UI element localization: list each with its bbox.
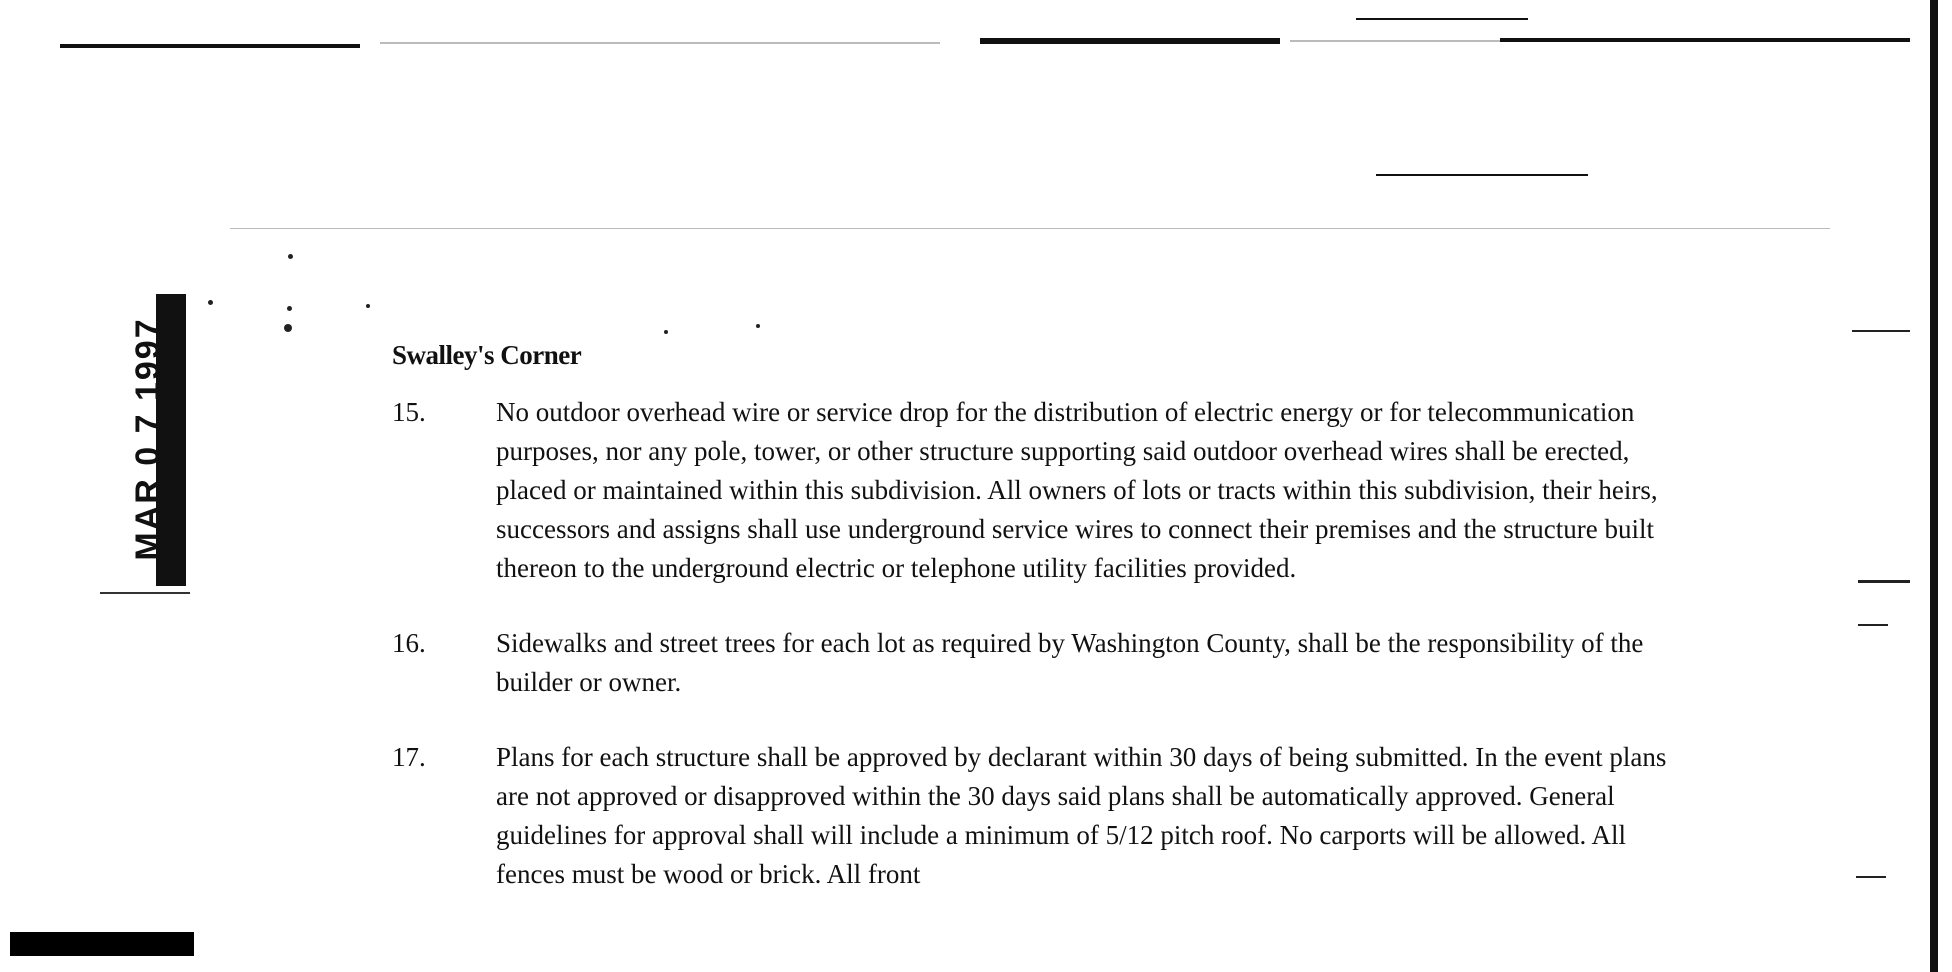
dotted-scan-line (230, 228, 1830, 229)
list-item (392, 624, 1692, 702)
margin-mark (1856, 876, 1886, 878)
upper-short-rule (1376, 174, 1588, 176)
top-scan-line-right (1290, 40, 1510, 42)
right-scan-edge (1930, 0, 1952, 972)
scan-speck (664, 330, 668, 334)
item-text: No outdoor overhead wire or service drop for the distribution of electric energy or for telecommunication purposes, nor any pole, tower, or other structure supporting said outdoor overhead wires shall be erected, placed or maintained within this subdivision. All owners of lots or tracts within this subdivision, their heirs, successors and assigns shall use underground service wires to connect their premises and the structure built thereon to the underground electric or telephone utility facilities provided. (496, 397, 1658, 583)
margin-mark (1858, 580, 1910, 583)
scan-speck (288, 254, 293, 259)
scan-speck (284, 324, 292, 332)
stamp-date: MAR 0 7 1997 (129, 317, 167, 561)
scan-speck (756, 324, 760, 328)
top-scan-line-center (980, 38, 1280, 44)
item-number: 17. (392, 742, 426, 772)
top-scan-line-mid (380, 42, 940, 44)
top-scan-line-left (60, 44, 360, 48)
item-text: Plans for each structure shall be approved by declarant within 30 days of being submitted. In the event plans are not approved or disapproved within the 30 days said plans shall be automatically approved. General guidelines for approval shall will include a minimum of 5/12 pitch roof. No carports will be allowed. All fences must be wood or brick. All front (496, 742, 1667, 889)
top-short-rule (1356, 18, 1528, 20)
scan-speck (366, 304, 370, 308)
redaction-block (10, 932, 194, 956)
scan-speck (287, 306, 292, 311)
received-date-stamp (100, 290, 190, 590)
top-scan-line-far-right (1500, 38, 1910, 42)
margin-mark (1858, 624, 1888, 626)
stamp-underline (100, 592, 190, 594)
document-body (392, 340, 1692, 930)
margin-mark (1852, 330, 1910, 332)
list-item (392, 393, 1692, 588)
section-title: Swalley's Corner (392, 340, 582, 370)
list-item (392, 738, 1692, 894)
item-text: Sidewalks and street trees for each lot as required by Washington County, shall be the responsibility of the builder or owner. (496, 628, 1644, 697)
scan-speck (208, 300, 213, 305)
item-number: 15. (392, 397, 426, 427)
item-number: 16. (392, 628, 426, 658)
